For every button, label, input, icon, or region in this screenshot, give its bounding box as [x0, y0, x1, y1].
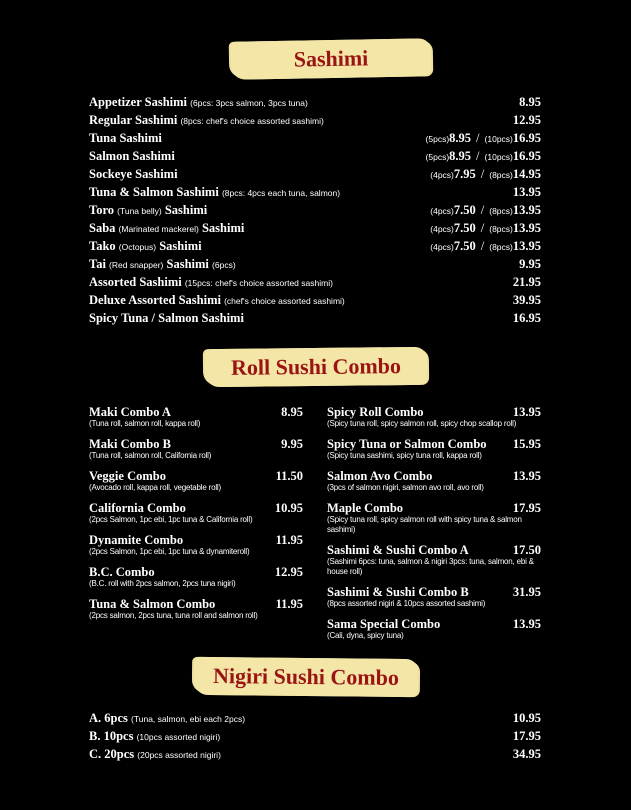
item-note: (6pcs: 3pcs salmon, 3pcs tuna): [190, 98, 308, 108]
item-price: 39.95: [512, 293, 541, 307]
item-name: Tuna Sashimi: [89, 131, 162, 145]
combo-price: 31.95: [512, 585, 541, 599]
menu-item-name-group: [89, 149, 426, 164]
combo-description: (3pcs of salmon nigiri, salmon avo roll, avo roll): [327, 483, 484, 492]
item-price-group: [426, 149, 541, 164]
item-price-group: [513, 711, 541, 726]
combo-description: (Tuna roll, salmon roll, kappa roll): [89, 419, 201, 428]
menu-item-name-group: [89, 167, 430, 182]
menu-item: [89, 131, 541, 149]
combo-item: [327, 501, 541, 535]
menu-item-name-group: [89, 293, 513, 308]
combo-item: [327, 617, 541, 641]
menu-item: [89, 167, 541, 185]
item-name: Spicy Tuna / Salmon Sashimi: [89, 311, 244, 325]
combo-price: 11.50: [275, 469, 303, 483]
combo-header: [89, 533, 303, 547]
menu-item-name-group: [89, 275, 513, 290]
menu-item: [89, 747, 541, 765]
combo-description: (Spicy tuna roll, spicy salmon roll, spicy chop scallop roll): [327, 419, 517, 428]
item-name: Toro: [89, 203, 115, 217]
roll-combo-right-column: [327, 405, 541, 649]
item-qty-small: (5pcs): [425, 152, 450, 162]
menu-item: [89, 95, 541, 113]
menu-item: [89, 239, 541, 257]
price-separator: /: [480, 239, 485, 253]
combo-price: 13.95: [512, 405, 541, 419]
combo-price: 17.95: [512, 501, 541, 515]
combo-name: Sama Special Combo: [327, 617, 441, 631]
item-price-large: 13.95: [512, 239, 541, 253]
menu-item: [89, 275, 541, 293]
combo-name: Dynamite Combo: [89, 533, 184, 547]
combo-description: (2pcs salmon, 2pcs tuna, tuna roll and salmon roll): [89, 611, 258, 620]
item-price: 10.95: [512, 711, 541, 725]
combo-description: (Tuna roll, salmon roll, California roll): [89, 451, 212, 460]
menu-item-name-group: [89, 711, 513, 726]
item-price-group: [430, 239, 541, 254]
item-note: (10pcs assorted nigiri): [136, 732, 221, 742]
menu-item-name-group: [89, 747, 513, 762]
item-note: (8pcs: 4pcs each tuna, salmon): [221, 188, 341, 198]
combo-item: [89, 533, 303, 557]
item-name: Salmon Sashimi: [89, 149, 175, 163]
item-qty-small: (4pcs): [430, 224, 454, 234]
menu-item: [89, 293, 541, 311]
item-price-large: 13.95: [512, 203, 541, 217]
item-qty-large: (8pcs): [489, 206, 513, 216]
menu-item: [89, 311, 541, 329]
menu-item-name-group: [89, 239, 430, 254]
sashimi-list: [89, 95, 541, 329]
item-note: (6pcs): [212, 260, 236, 270]
combo-description: (8pcs assorted nigiri & 10pcs assorted sashimi): [327, 599, 486, 608]
item-price-small: 7.95: [453, 167, 476, 181]
item-name: Tako: [89, 239, 116, 253]
item-qty-large: (10pcs): [484, 152, 513, 162]
combo-name: Tuna & Salmon Combo: [89, 597, 216, 611]
menu-item: [89, 203, 541, 221]
item-price-group: [513, 311, 541, 326]
item-name-suffix: Sashimi: [164, 203, 208, 217]
item-name: Appetizer Sashimi: [89, 95, 188, 109]
price-separator: /: [476, 149, 480, 163]
item-qty-large: (8pcs): [489, 224, 513, 234]
item-price-group: [513, 293, 541, 308]
item-price-group: [513, 185, 541, 200]
combo-name: Salmon Avo Combo: [327, 469, 433, 483]
combo-name: Spicy Tuna or Salmon Combo: [327, 437, 487, 451]
item-name: Assorted Sashimi: [89, 275, 182, 289]
combo-name: Sashimi & Sushi Combo A: [327, 543, 469, 557]
item-note: (15pcs: chef's choice assorted sashimi): [184, 278, 333, 288]
menu-item-name-group: [89, 185, 513, 200]
item-price-group: [426, 131, 541, 146]
combo-header: [89, 469, 303, 483]
item-name: Saba: [89, 221, 116, 235]
item-price-large: 14.95: [512, 167, 541, 181]
combo-item: [89, 501, 303, 525]
combo-description: (Spicy tuna sashimi, spicy tuna roll, kappa roll): [327, 451, 482, 460]
combo-description: (Cali, dyna, spicy tuna): [327, 631, 404, 640]
combo-description: (Sashimi 6pcs: tuna, salmon & nigiri 3pcs: tuna, salmon, ebi & house roll): [327, 557, 534, 576]
item-price-group: [513, 113, 541, 128]
menu-item: [89, 113, 541, 131]
item-name: Deluxe Assorted Sashimi: [89, 293, 221, 307]
combo-name: Sashimi & Sushi Combo B: [327, 585, 469, 599]
combo-header: [327, 585, 541, 599]
item-price-group: [519, 257, 541, 272]
item-note: (Tuna, salmon, ebi each 2pcs): [131, 714, 246, 724]
item-name-suffix: Sashimi: [201, 221, 245, 235]
combo-header: [327, 405, 541, 419]
item-price-large: 13.95: [512, 221, 541, 235]
item-note: (Marinated mackerel): [118, 224, 199, 234]
menu-item-name-group: [89, 113, 513, 128]
item-price: 16.95: [512, 311, 541, 325]
combo-item: [327, 469, 541, 493]
combo-header: [327, 617, 541, 631]
item-price-small: 7.50: [453, 239, 476, 253]
item-price: 8.95: [519, 95, 541, 109]
item-price-large: 16.95: [512, 149, 541, 163]
combo-item: [327, 543, 541, 577]
item-name: Tai: [89, 257, 106, 271]
combo-price: 15.95: [512, 437, 541, 451]
combo-description: (Spicy tuna roll, spicy salmon roll with spicy tuna & salmon sashimi): [327, 515, 522, 534]
combo-header: [327, 437, 541, 451]
combo-name: Spicy Roll Combo: [327, 405, 424, 419]
item-qty-large: (8pcs): [489, 242, 513, 252]
item-note: (Red snapper): [109, 260, 164, 270]
item-note: (8pcs: chef's choice assorted sashimi): [180, 116, 324, 126]
item-note: (chef's choice assorted sashimi): [224, 296, 345, 306]
item-name: B. 10pcs: [89, 729, 134, 743]
combo-item: [89, 597, 303, 621]
combo-description: (B.C. roll with 2pcs salmon, 2pcs tuna nigiri): [89, 579, 236, 588]
combo-item: [89, 565, 303, 589]
item-price: 13.95: [512, 185, 541, 199]
combo-price: 11.95: [275, 597, 303, 611]
menu-item-name-group: [89, 221, 430, 236]
combo-name: Maple Combo: [327, 501, 404, 515]
roll-combo-left-column: [89, 405, 303, 629]
combo-item: [327, 585, 541, 609]
item-price: 12.95: [512, 113, 541, 127]
item-note: (20pcs assorted nigiri): [137, 750, 221, 760]
item-name-suffix: Sashimi: [159, 239, 202, 253]
menu-item-name-group: [89, 257, 519, 272]
item-price: 21.95: [512, 275, 541, 289]
item-qty-large: (10pcs): [484, 134, 513, 144]
item-price: 34.95: [512, 747, 541, 761]
combo-price: 12.95: [274, 565, 303, 579]
combo-header: [89, 437, 303, 451]
item-qty-small: (4pcs): [430, 170, 454, 180]
combo-item: [89, 469, 303, 493]
combo-name: Maki Combo A: [89, 405, 171, 419]
menu-item-name-group: [89, 203, 430, 218]
price-separator: /: [480, 167, 485, 181]
combo-header: [327, 543, 541, 557]
combo-name: Maki Combo B: [89, 437, 171, 451]
price-separator: /: [480, 221, 485, 235]
item-qty-small: (5pcs): [425, 134, 450, 144]
menu-item: [89, 257, 541, 275]
item-price-large: 16.95: [512, 131, 541, 145]
combo-header: [89, 405, 303, 419]
combo-price: 9.95: [281, 437, 303, 451]
menu-item: [89, 729, 541, 747]
item-price: 17.95: [512, 729, 541, 743]
nigiri-sushi-combo-heading: Nigiri Sushi Combo: [196, 659, 416, 695]
combo-header: [89, 597, 303, 611]
item-price-group: [513, 747, 541, 762]
combo-description: (2pcs Salmon, 1pc ebi, 1pc tuna & California roll): [89, 515, 253, 524]
menu-item: [89, 149, 541, 167]
menu-item: [89, 711, 541, 729]
combo-name: California Combo: [89, 501, 186, 515]
combo-price: 13.95: [512, 469, 541, 483]
item-price-group: [519, 95, 541, 110]
item-price-small: 7.50: [453, 221, 476, 235]
item-price-group: [430, 203, 541, 218]
item-name: C. 20pcs: [89, 747, 135, 761]
item-note: (Tuna belly): [117, 206, 162, 216]
combo-item: [89, 437, 303, 461]
item-price-small: 7.50: [453, 203, 476, 217]
menu-item: [89, 185, 541, 203]
combo-header: [89, 565, 303, 579]
nigiri-list: [89, 711, 541, 765]
menu-item-name-group: [89, 311, 513, 326]
item-price-group: [513, 275, 541, 290]
item-price-group: [513, 729, 541, 744]
price-separator: /: [480, 203, 485, 217]
menu-item-name-group: [89, 131, 426, 146]
menu-item: [89, 221, 541, 239]
combo-name: Veggie Combo: [89, 469, 166, 483]
item-name: Sockeye Sashimi: [89, 167, 178, 181]
combo-description: (Avocado roll, kappa roll, vegetable roll): [89, 483, 221, 492]
item-qty-small: (4pcs): [430, 206, 454, 216]
combo-item: [327, 405, 541, 429]
combo-item: [327, 437, 541, 461]
combo-name: B.C. Combo: [89, 565, 155, 579]
menu-item-name-group: [89, 729, 513, 744]
combo-header: [327, 469, 541, 483]
item-qty-small: (4pcs): [430, 242, 454, 252]
menu-item-name-group: [89, 95, 519, 110]
item-name: Tuna & Salmon Sashimi: [89, 185, 219, 199]
item-price-small: 8.95: [449, 131, 472, 145]
item-price-group: [430, 167, 541, 182]
item-price-small: 8.95: [449, 149, 472, 163]
combo-header: [327, 501, 541, 515]
sashimi-heading: Sashimi: [233, 40, 430, 77]
combo-item: [89, 405, 303, 429]
combo-header: [89, 501, 303, 515]
item-name-suffix: Sashimi: [166, 257, 209, 271]
roll-sushi-combo-heading: Roll Sushi Combo: [207, 349, 425, 385]
item-name: Regular Sashimi: [89, 113, 178, 127]
price-separator: /: [476, 131, 480, 145]
item-price-group: [430, 221, 541, 236]
item-price: 9.95: [519, 257, 541, 271]
combo-price: 17.50: [512, 543, 541, 557]
combo-price: 11.95: [275, 533, 303, 547]
combo-price: 13.95: [512, 617, 541, 631]
item-note: (Octopus): [118, 242, 157, 252]
item-qty-large: (8pcs): [489, 170, 513, 180]
item-name: A. 6pcs: [89, 711, 128, 725]
combo-description: (2pcs Salmon, 1pc ebi, 1pc tuna & dynamiteroll): [89, 547, 250, 556]
combo-price: 10.95: [274, 501, 303, 515]
combo-price: 8.95: [281, 405, 303, 419]
